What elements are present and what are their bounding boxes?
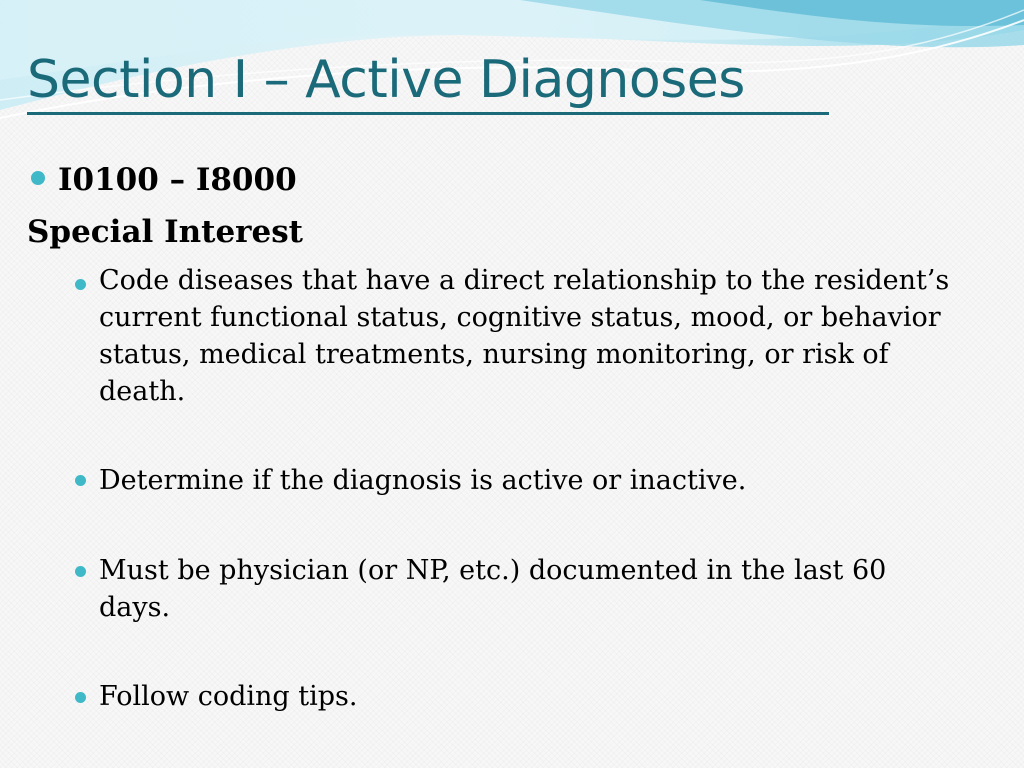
list-item — [99, 552, 1004, 626]
special-interest-heading: Special Interest — [27, 214, 304, 250]
code-range-heading: I0100 – I8000 — [58, 162, 297, 198]
list-item-line: current functional status, cognitive status, mood, or behavior — [99, 302, 941, 333]
list-item-line: days. — [99, 592, 171, 623]
list-item-line: Follow coding tips. — [99, 681, 358, 712]
bullet-dot-icon — [75, 279, 86, 290]
list-item-line: death. — [99, 376, 186, 407]
list-item-line: Code diseases that have a direct relationship to the resident’s — [99, 265, 950, 296]
list-item-line: Determine if the diagnosis is active or inactive. — [99, 465, 747, 496]
list-item-line: status, medical treatments, nursing monitoring, or risk of — [99, 339, 889, 370]
list-item — [99, 462, 1004, 499]
slide-title: Section I – Active Diagnoses — [27, 50, 745, 110]
list-item-line: Must be physician (or NP, etc.) documented in the last 60 — [99, 555, 887, 586]
bullet-dot-icon — [31, 171, 45, 185]
list-item — [99, 262, 1004, 410]
bullet-dot-icon — [75, 475, 86, 486]
list-item — [99, 678, 1004, 715]
bullet-dot-icon — [75, 692, 86, 703]
bullet-dot-icon — [75, 566, 86, 577]
